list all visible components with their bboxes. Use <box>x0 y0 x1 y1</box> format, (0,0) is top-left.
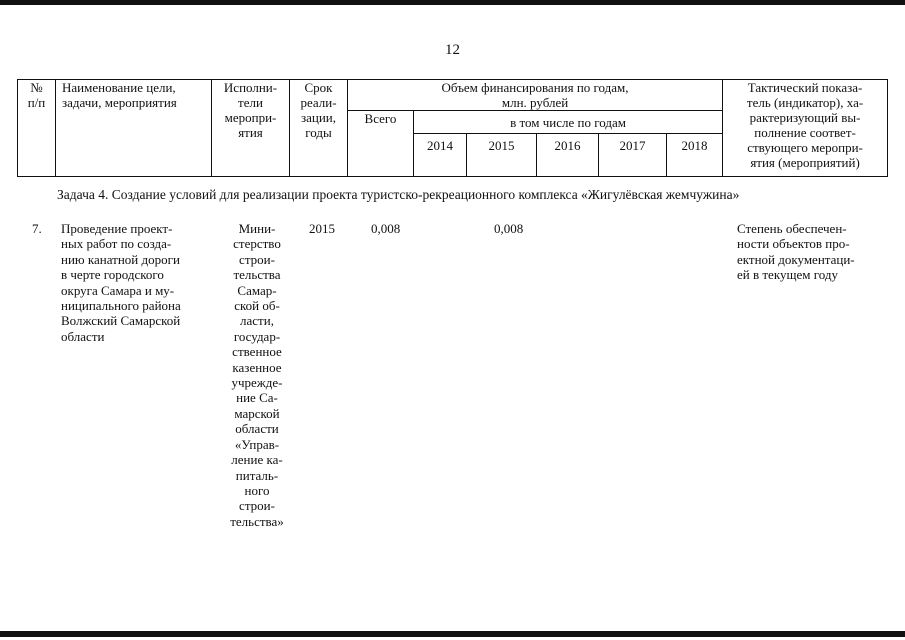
row-num: 7. <box>32 221 42 236</box>
task-title: Задача 4. Создание условий для реализации проекта туристско-рекреационного комплекса «Жигулёвская жемчужина» <box>57 187 740 202</box>
page-number: 12 <box>445 42 460 58</box>
row-2015: 0,008 <box>494 221 524 236</box>
header-total: Всего <box>348 111 414 177</box>
header-year-2016: 2016 <box>537 134 599 177</box>
header-num: № п/п <box>18 80 56 177</box>
row-executor: Мини- стерство строи- тельства Самар- ской об- ласти, государ- ственное казенное учрежде- ние Са- марской области «Управ- ление ка- питаль- ного строи- тельства» <box>230 221 284 529</box>
row-total: 0,008 <box>371 221 401 236</box>
header-by-years: в том числе по годам <box>414 111 723 134</box>
header-executors: Исполни- тели меропри- ятия <box>212 80 290 177</box>
row-term: 2015 <box>309 221 335 236</box>
row-name: Проведение проект- ных работ по созда- нию канатной дороги в черте городского округа Самара и му- ниципального района Волжский Самарской области <box>61 221 181 344</box>
row-indicator: Степень обеспечен- ности объектов про- ектной документаци- ей в текущем году <box>737 221 855 283</box>
header-year-2015: 2015 <box>467 134 537 177</box>
header-year-2018: 2018 <box>667 134 723 177</box>
bottom-rule <box>0 631 905 637</box>
header-name: Наименование цели, задачи, мероприятия <box>56 80 212 177</box>
header-indicator: Тактический показа- тель (индикатор), ха- рактеризующий вы- полнение соответ- ствующего меропри- ятия (мероприятий) <box>723 80 888 177</box>
top-rule <box>0 0 905 5</box>
header-funding: Объем финансирования по годам, млн. рублей <box>348 80 723 111</box>
header-year-2017: 2017 <box>599 134 667 177</box>
table-header <box>17 79 888 177</box>
header-year-2014: 2014 <box>414 134 467 177</box>
header-term: Срок реали- зации, годы <box>290 80 348 177</box>
